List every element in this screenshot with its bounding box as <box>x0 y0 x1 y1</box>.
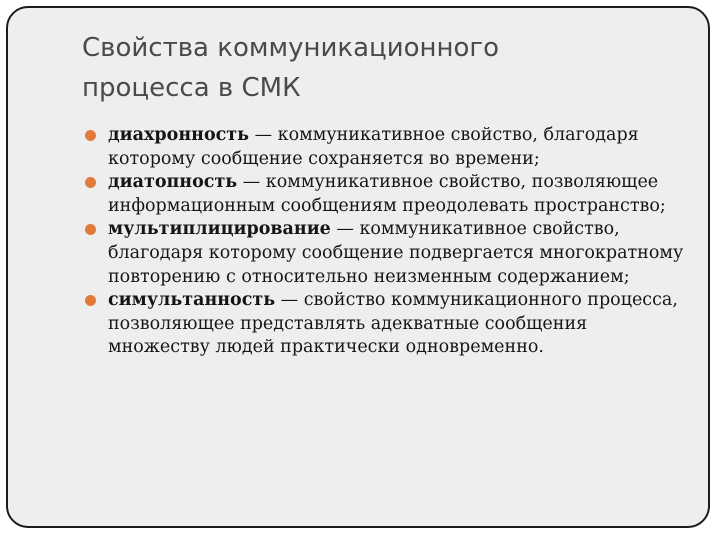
term-description: — коммуникативное свойство, благодаря которому сообщение сохраняется во времени; <box>108 125 639 169</box>
term-description: — коммуникативное свойство, благодаря которому сообщение подвергается многократному повторению с относительно неизменным содержанием; <box>108 219 684 287</box>
term-description: — свойство коммуникационного процесса, позволяющее представлять адекватные сообщения множеству людей практически одновременно. <box>108 290 678 358</box>
term-label: мультиплицирование <box>108 219 331 240</box>
bullet-icon <box>85 224 96 235</box>
list-item <box>82 218 692 289</box>
list-item <box>82 171 692 218</box>
term-label: диахронность <box>108 125 249 145</box>
list-item <box>82 289 692 360</box>
bullet-icon <box>85 177 96 188</box>
bullet-list <box>82 124 692 360</box>
term-label: диатопность <box>108 172 238 193</box>
list-item <box>82 124 692 171</box>
bullet-icon <box>85 295 96 306</box>
term-description: — коммуникативное свойство, позволяющее информационным сообщениям преодолевать пространство; <box>108 172 666 216</box>
slide-title-line-2: процесса в СМК <box>82 73 301 103</box>
slide-title-line-1: Свойства коммуникационного <box>82 33 499 63</box>
term-label: симультанность <box>108 290 276 311</box>
bullet-icon <box>85 130 96 141</box>
slide-frame <box>6 6 710 528</box>
slide-title <box>82 28 682 108</box>
